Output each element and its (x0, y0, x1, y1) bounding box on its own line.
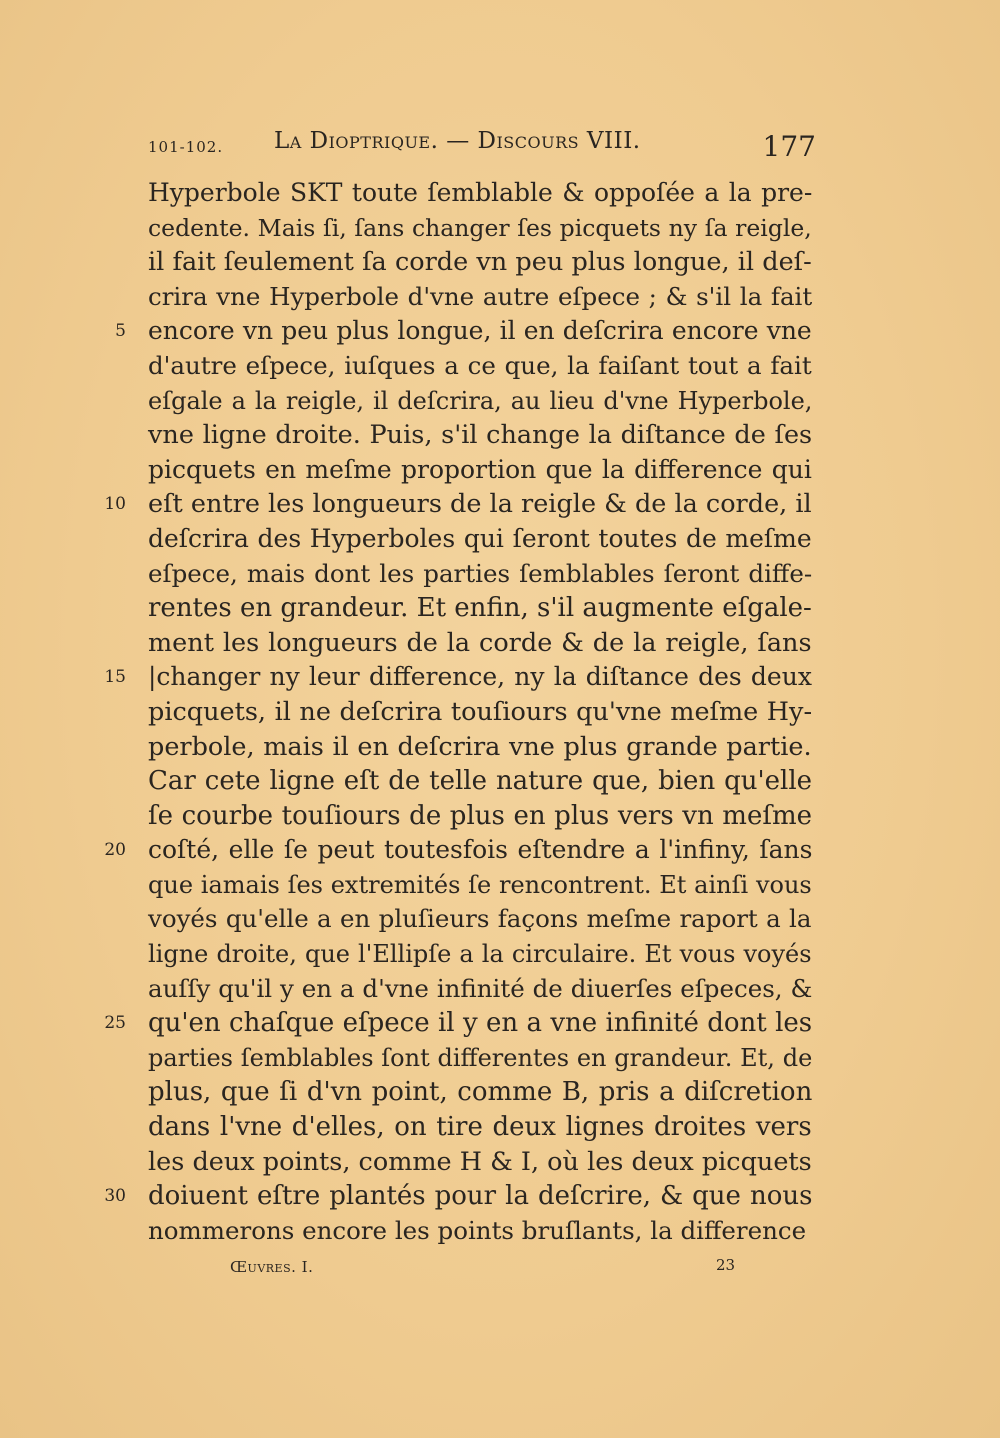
text-line (148, 1145, 812, 1180)
line-text: eſpece, mais dont les parties ſemblables ſeront diffe- (148, 558, 813, 588)
line-text: plus, que ſi d'vn point, comme B, pris a diſcretion (148, 1077, 813, 1108)
header-page-range: 101-102. (148, 138, 224, 156)
line-text: nommerons encore les points bruſlants, la difference (148, 1215, 807, 1245)
line-text: eſgale a la reigle, il deſcrira, au lieu d'vne Hyperbole, (148, 386, 813, 415)
running-header (148, 126, 816, 166)
text-line (148, 1041, 812, 1076)
line-text: deſcrira des Hyperboles qui ſeront toutes de meſme (148, 523, 812, 553)
line-text: picquets, il ne deſcrira touſiours qu'vne meſme Hy- (148, 696, 813, 727)
text-line (148, 902, 812, 937)
text-line (148, 799, 812, 834)
line-text: que iamais ſes extremités ſe rencontrent. Et ainſi vous (148, 870, 812, 899)
line-text: doiuent eſtre plantés pour la deſcrire, & que nous (148, 1181, 813, 1212)
line-text: rentes en grandeur. Et enfin, s'il augmente eſgale- (148, 593, 812, 624)
text-line (148, 1214, 812, 1249)
line-text: voyés qu'elle a en pluſieurs façons meſme raport a la (148, 904, 812, 934)
line-number: 20 (104, 840, 126, 861)
line-number: 15 (104, 667, 126, 688)
line-text: picquets en meſme proportion que la difference qui (148, 454, 812, 484)
line-text: auſſy qu'il y en a d'vne infinité de diuerſes eſpeces, & (148, 973, 813, 1003)
line-text: ſe courbe touſiours de plus en plus vers vn meſme (148, 800, 813, 831)
text-line (148, 1075, 812, 1110)
footer-signature: Œuvres. I. (230, 1258, 314, 1276)
line-text: cedente. Mais ſi, ſans changer ſes picquets ny ſa reigle, (148, 213, 812, 242)
page-number: 177 (762, 130, 816, 163)
text-line (148, 557, 812, 592)
text-line (148, 418, 812, 453)
text-line (148, 591, 812, 626)
line-text: ment les longueurs de la corde & de la reigle, ſans (148, 627, 812, 658)
body-text (104, 176, 813, 1248)
text-line (148, 626, 812, 661)
text-line (148, 937, 812, 972)
line-text: Car cete ligne eſt de telle nature que, bien qu'elle (148, 766, 813, 797)
line-text: encore vn peu plus longue, il en deſcrira encore vne (148, 316, 812, 346)
line-text: Hyperbole SKT toute ſemblable & oppoſée a la pre- (148, 178, 813, 207)
line-text: ligne droite, que l'Ellipſe a la circulaire. Et vous voyés (148, 940, 812, 969)
text-line (148, 453, 812, 488)
line-number: 10 (104, 494, 126, 515)
line-text: perbole, mais il en deſcrira vne plus grande partie. (148, 731, 812, 762)
text-line (104, 1006, 813, 1041)
line-text: vne ligne droite. Puis, s'il change la diſtance de ſes (148, 420, 813, 451)
line-text: |changer ny leur difference, ny la diſtance des deux (148, 662, 812, 692)
line-text: qu'en chaſque eſpece il y en a vne infinité dont les (148, 1008, 813, 1039)
text-line (148, 764, 812, 799)
text-line (148, 868, 812, 903)
text-line (148, 522, 812, 557)
text-line (148, 384, 812, 419)
header-title: La Dioptrique. — Discours VIII. (274, 128, 641, 154)
text-line (148, 280, 812, 315)
line-text: les deux points, comme H & I, où les deux picquets (148, 1146, 812, 1177)
text-line (104, 833, 813, 868)
text-line (104, 487, 812, 522)
text-line (148, 245, 812, 280)
line-number: 30 (104, 1186, 126, 1207)
line-text: eſt entre les longueurs de la reigle & de la corde, il (148, 489, 812, 520)
line-text: il fait ſeulement ſa corde vn peu plus longue, il deſ- (148, 247, 812, 278)
text-line (148, 211, 812, 246)
line-number: 5 (115, 321, 126, 342)
text-line (148, 972, 812, 1007)
text-line (104, 1179, 813, 1214)
text-line (115, 314, 812, 349)
line-text: d'autre eſpece, iuſques a ce que, la faiſant tout a fait (148, 350, 812, 380)
text-line (104, 660, 812, 695)
line-text: dans l'vne d'elles, on tire deux lignes droites vers (148, 1112, 812, 1143)
footer-signature-number: 23 (716, 1256, 736, 1274)
line-number: 25 (104, 1013, 126, 1034)
text-line (148, 176, 812, 211)
text-line (148, 730, 812, 765)
line-text: parties ſemblables ſont differentes en grandeur. Et, de (148, 1043, 813, 1072)
text-line (148, 695, 812, 730)
line-text: crira vne Hyperbole d'vne autre eſpece ; & s'il la fait (148, 281, 813, 311)
text-line (148, 1110, 812, 1145)
line-text: coſté, elle ſe peut toutesfois eſtendre a l'infiny, ſans (148, 835, 813, 865)
text-line (148, 349, 812, 384)
